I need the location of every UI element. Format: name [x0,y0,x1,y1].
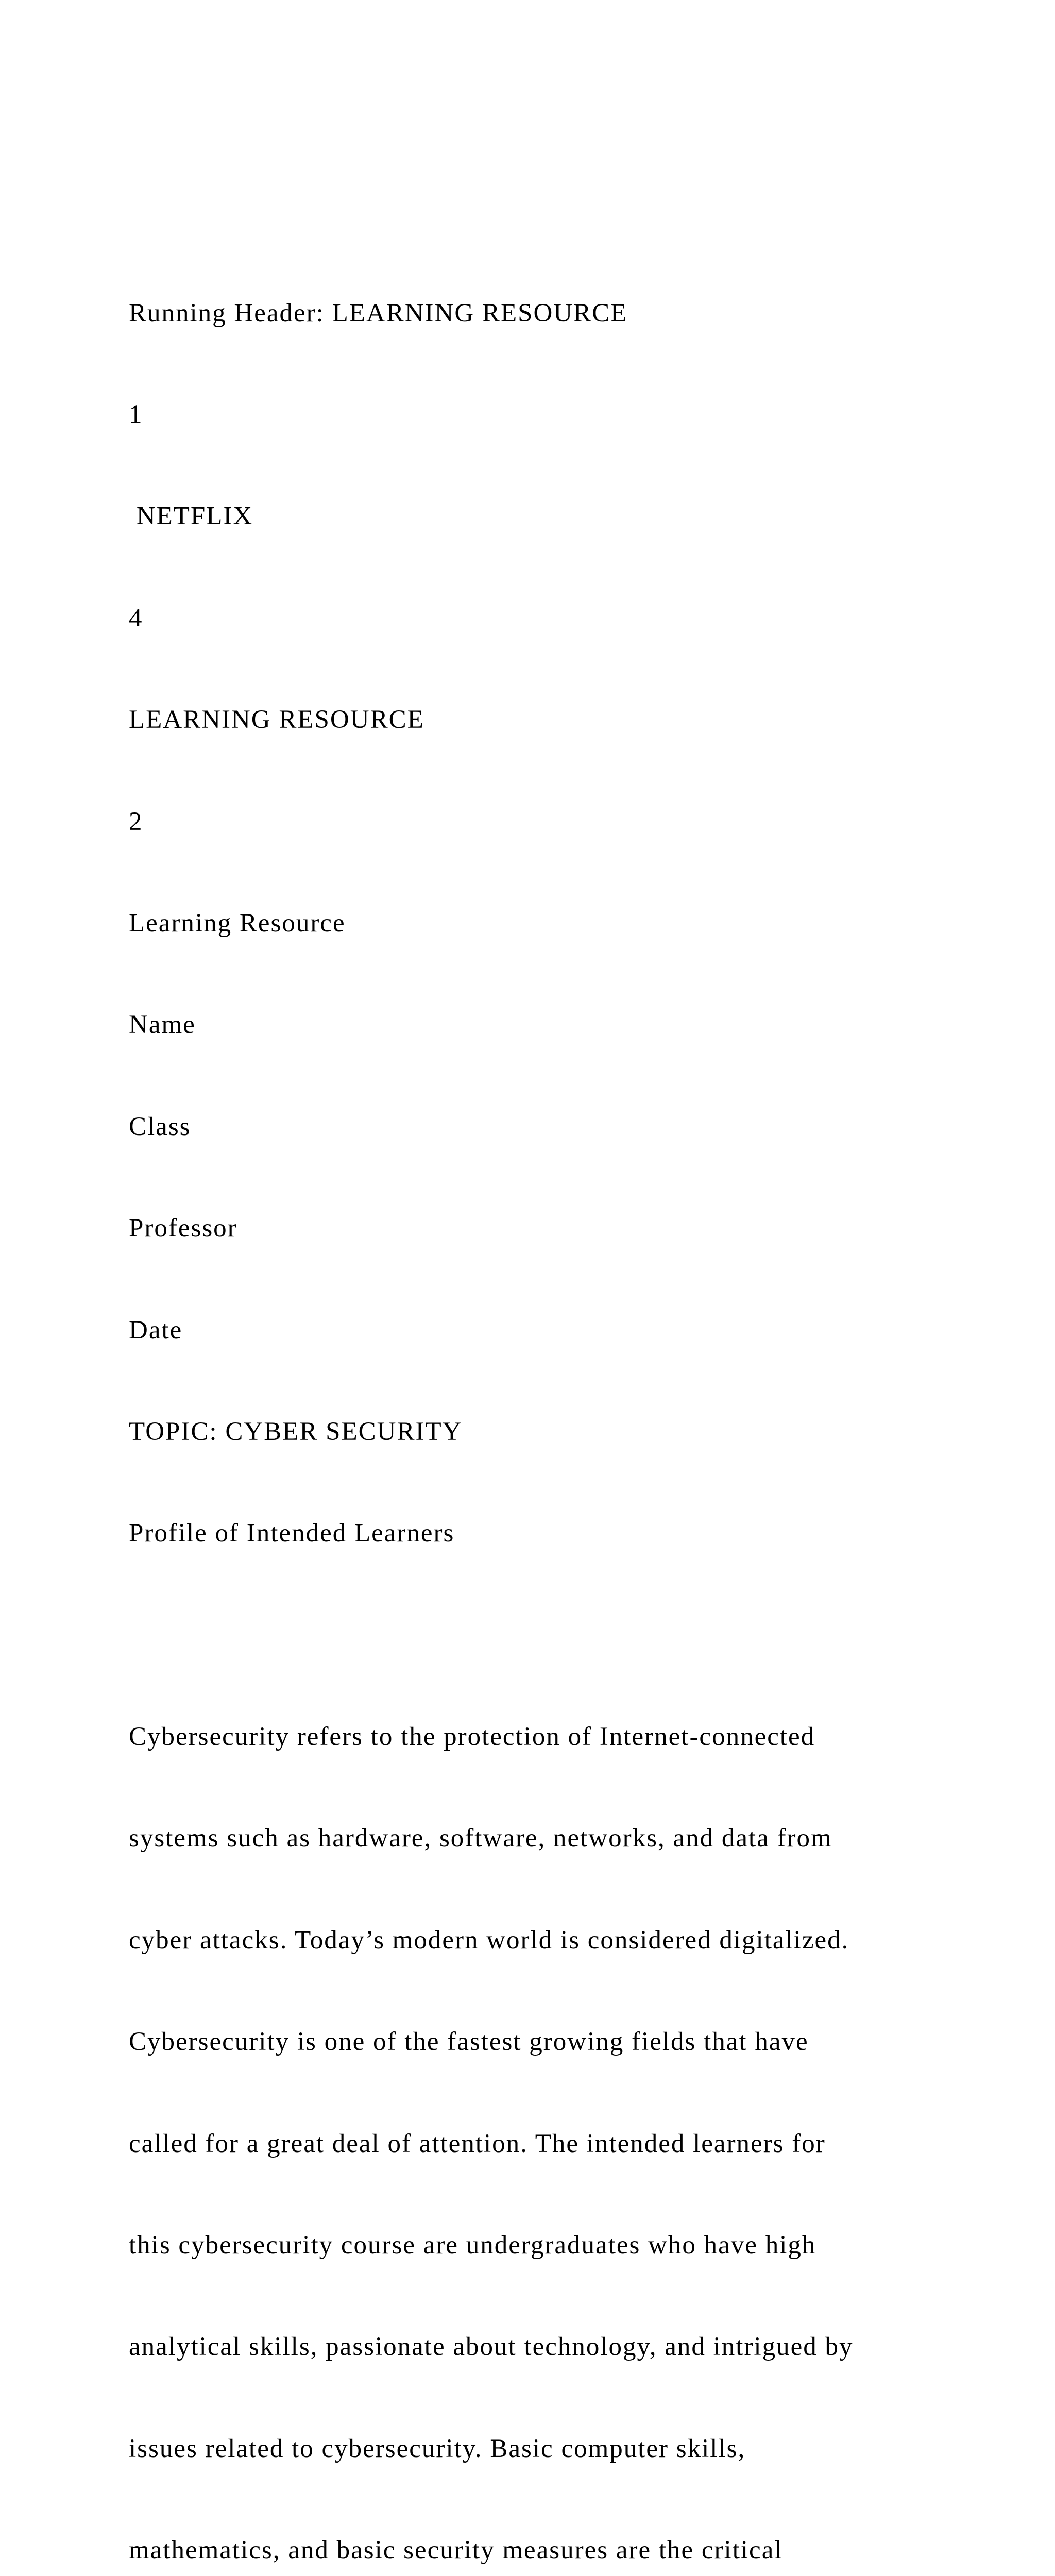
document-title: Learning Resource [129,908,346,938]
paragraph-line: this cybersecurity course are undergraduates who have high [129,2231,816,2260]
class-label: Class [129,1112,191,1141]
document-body [129,229,1005,2576]
page-number: 1 [129,400,143,429]
paragraph-line: called for a great deal of attention. The intended learners for [129,2129,826,2158]
topic-heading: TOPIC: CYBER SECURITY [129,1417,463,1446]
paragraph-line: Cybersecurity refers to the protection of Internet-connected [129,1722,815,1752]
paragraph-line: Cybersecurity is one of the fastest growing fields that have [129,2027,809,2057]
paragraph-line: analytical skills, passionate about technology, and intrigued by [129,2332,854,2362]
page-number: 2 [129,807,143,836]
paragraph-line: mathematics, and basic security measures are the critical [129,2536,783,2565]
professor-label: Professor [129,1214,237,1243]
profile-heading: Profile of Intended Learners [129,1519,455,1548]
short-header: LEARNING RESOURCE [129,705,424,735]
blank-line [129,1619,1005,1653]
paragraph-line: systems such as hardware, software, networks, and data from [129,1824,832,1853]
paragraph-line: cyber attacks. Today’s modern world is considered digitalized. [129,1925,849,1955]
paragraph-line: issues related to cybersecurity. Basic computer skills, [129,2434,746,2463]
author-name: Name [129,1010,196,1040]
netflix-label: NETFLIX [129,502,253,531]
running-header: Running Header: LEARNING RESOURCE [129,298,628,328]
page-number: 4 [129,603,143,633]
date-label: Date [129,1315,183,1345]
